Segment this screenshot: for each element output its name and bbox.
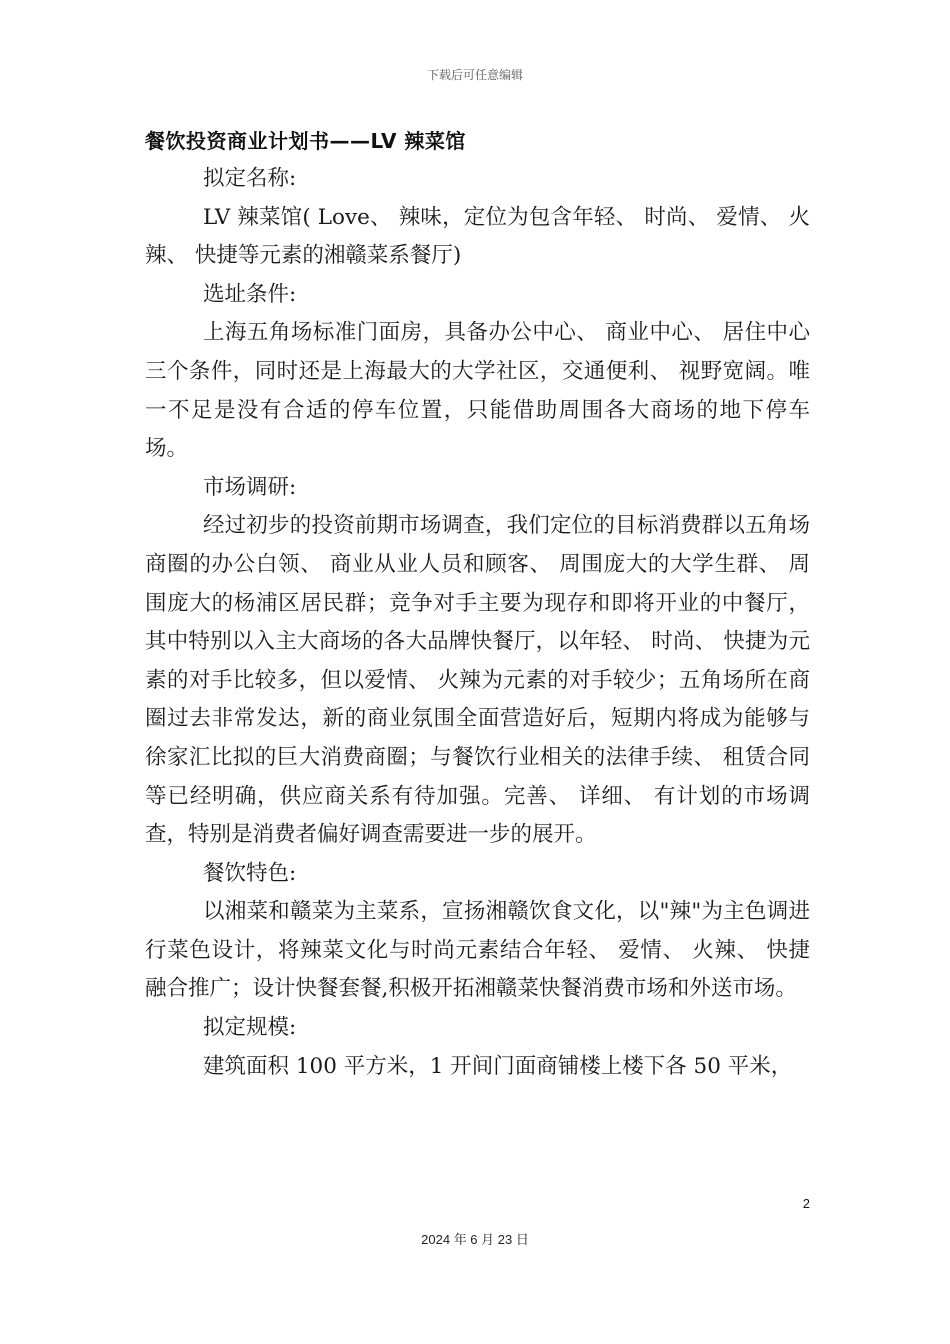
section-heading-name: 拟定名称: bbox=[203, 166, 297, 191]
document-body bbox=[145, 160, 810, 1086]
section-body-market-research: 经过初步的投资前期市场调查，我们定位的目标消费群以五角场商圈的办公白领、 商业从业人员和顾客、 周围庞大的大学生群、 周围庞大的杨浦区居民群；竞争对手主要为现存和即将开业的中餐厅，其中特别以入主大商场的各大品牌快餐厅，以年轻、 时尚、 快捷为元素的对手比较多，但以爱情、 火辣为元素的对手较少；五角场所在商圈过去非常发达，新的商业氛围全面营造好后，短期内将成为能够与徐家汇比拟的巨大消费商圈；与餐饮行业相关的法律手续、 租赁合同等已经明确，供应商关系有待加强。完善、 详细、 有计划的市场调查，特别是消费者偏好调查需要进一步的展开。 bbox=[145, 513, 810, 848]
section-body-location: 上海五角场标准门面房，具备办公中心、 商业中心、 居住中心三个条件，同时还是上海最大的大学社区，交通便利、 视野宽阔。唯一不足是没有合适的停车位置，只能借助周围各大商场的地下停车场。 bbox=[145, 320, 810, 462]
section-body-name: LV 辣菜馆( Love、 辣味，定位为包含年轻、 时尚、 爱情、 火辣、 快捷等元素的湘赣菜系餐厅) bbox=[145, 204, 810, 269]
document-title: 餐饮投资商业计划书——LV 辣菜馆 bbox=[145, 129, 466, 153]
section-heading-scale: 拟定规模: bbox=[203, 1015, 297, 1041]
page-number: 2 bbox=[802, 1196, 810, 1211]
page-header: 下载后可任意编辑 bbox=[426, 68, 523, 82]
section-heading-cuisine-features: 餐饮特色: bbox=[203, 860, 297, 886]
section-heading-location: 选址条件: bbox=[203, 281, 297, 307]
page-footer-date: 2024 年 6 月 23 日 bbox=[421, 1232, 529, 1247]
section-heading-market-research: 市场调研: bbox=[203, 474, 297, 500]
section-body-scale: 建筑面积 100 平方米，1 开间门面商铺楼上楼下各 50 平米， bbox=[203, 1053, 793, 1079]
section-body-cuisine-features: 以湘菜和赣菜为主菜系，宣扬湘赣饮食文化，以"辣"为主色调进行菜色设计，将辣菜文化与时尚元素结合年轻、 爱情、 火辣、 快捷融合推广；设计快餐套餐,积极开拓湘赣菜快餐消费市场和外送市场。 bbox=[145, 899, 810, 1002]
